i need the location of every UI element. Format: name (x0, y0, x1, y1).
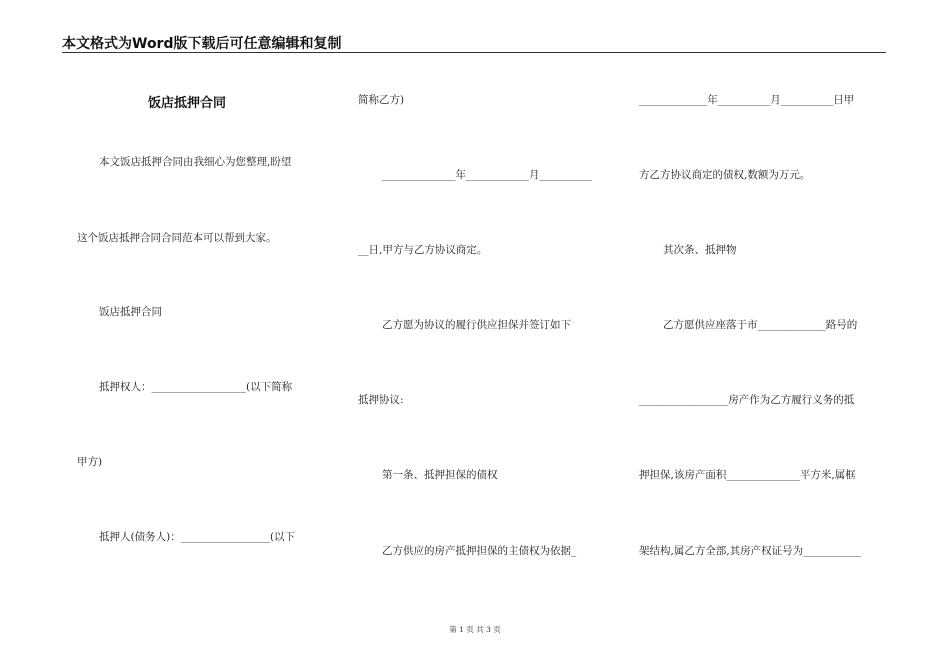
col3-line-3: 其次条、抵押物 (663, 244, 737, 256)
col1-line-6: 抵押人(债务人)：_________________(以下 (99, 531, 296, 543)
col3-line-6: 押担保,该房产面积______________平方米,属框 (639, 469, 856, 481)
col2-line-2: ______________年____________月__________ (382, 169, 592, 181)
document-header-title: 本文格式为Word版下载后可任意编辑和复制 (62, 36, 342, 52)
col3-line-2: 方乙方协议商定的债权,数额为万元。 (639, 169, 811, 181)
col2-line-4: 乙方愿为协议的履行供应担保并签订如下 (382, 319, 571, 331)
col1-line-5: 甲方) (77, 456, 103, 468)
col1-line-2: 这个饭店抵押合同合同范本可以帮到大家。 (77, 232, 277, 244)
col2-line-3: __日,甲方与乙方协议商定。 (358, 244, 488, 256)
col3-line-1: _____________年__________月__________日甲 (639, 94, 855, 106)
page-number-footer: 第 1 页 共 3 页 (449, 625, 501, 634)
header-divider (62, 52, 886, 53)
col1-line-4: 抵押权人：__________________(以下简称 (99, 381, 293, 393)
col2-line-6: 第一条、抵押担保的债权 (382, 469, 498, 481)
col3-line-5: _________________房产作为乙方履行义务的抵 (639, 394, 855, 406)
col2-line-5: 抵押协议: (358, 394, 404, 406)
col2-line-1: 简称乙方) (358, 94, 405, 106)
col3-line-4: 乙方愿供应座落于市_____________路号的 (663, 319, 858, 331)
col1-line-1: 本文饭店抵押合同由我细心为您整理,盼望 (99, 156, 292, 168)
col1-line-3: 饭店抵押合同 (99, 306, 162, 318)
document-title: 饭店抵押合同 (148, 96, 227, 111)
col3-line-7: 架结构,属乙方全部,其房产权证号为___________ (639, 545, 861, 557)
col2-line-7: 乙方供应的房产抵押担保的主债权为依据_ (382, 545, 577, 557)
